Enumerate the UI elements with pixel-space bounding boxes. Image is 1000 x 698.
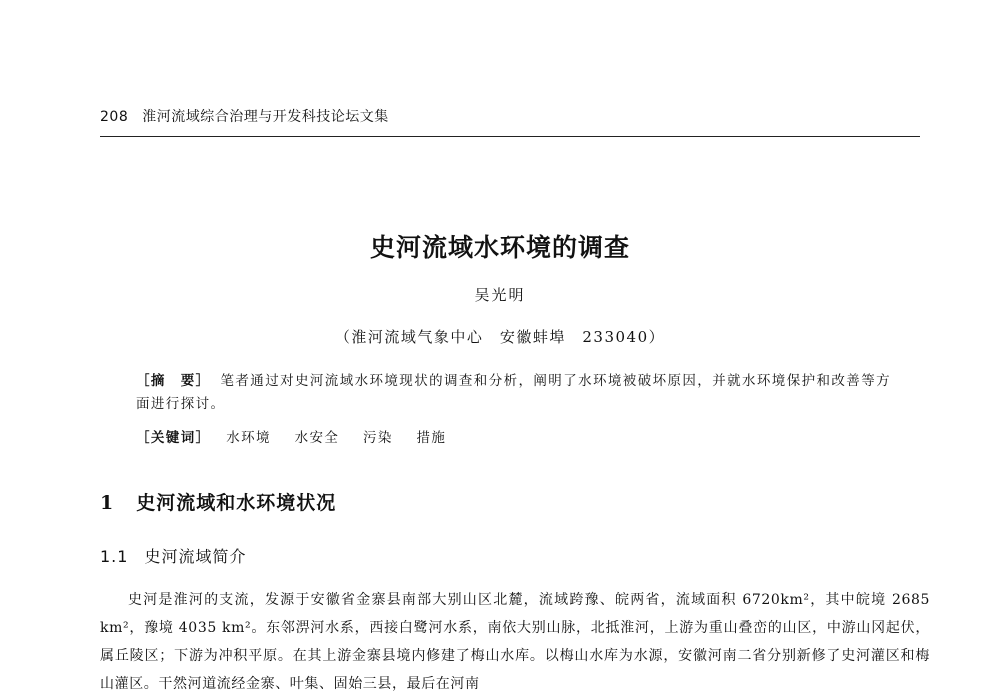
abstract bbox=[136, 370, 896, 416]
page-number: 208 bbox=[100, 109, 129, 125]
subsection-number: 1.1 bbox=[100, 547, 129, 566]
header-rule bbox=[100, 136, 920, 137]
body-text bbox=[100, 586, 930, 698]
keyword: 污染 bbox=[363, 430, 393, 446]
keywords bbox=[136, 426, 896, 446]
section-number: 1 bbox=[100, 492, 115, 514]
article-title: 史河流域水环境的调查 bbox=[369, 233, 630, 262]
book-title: 淮河流域综合治理与开发科技论坛文集 bbox=[142, 109, 389, 125]
keyword: 水环境 bbox=[226, 430, 271, 446]
running-head bbox=[100, 106, 920, 126]
paragraph: 史河是淮河的支流，发源于安徽省金寨县南部大别山区北麓，流域跨豫、皖两省，流域面积 6720km²，其中皖境 2685 km²，豫境 4035 km²。东邻淠河水系，西接白鹭河水系，南依大别山脉，北抵淮河，上游为重山叠峦的山区，中游山冈起伏，属丘陵区；下游为冲积平原。在其上游金寨县境内修建了梅山水库。以梅山水库为水源，安徽河南二省分别新修了史河灌区和梅山灌区。干然河道流经金寨、叶集、固始三县，最后在河南 bbox=[100, 592, 930, 692]
subsection-heading bbox=[100, 544, 246, 567]
author-affiliation: （淮河流域气象中心 安徽蚌埠 233040） bbox=[334, 328, 666, 346]
author-name: 吴光明 bbox=[474, 286, 526, 304]
abstract-label: ［摘 要］ bbox=[136, 373, 211, 389]
section-heading bbox=[100, 488, 336, 515]
keyword: 措施 bbox=[416, 430, 447, 446]
keyword: 水安全 bbox=[294, 430, 340, 446]
keywords-label: ［关键词］ bbox=[136, 430, 211, 446]
subsection-title: 史河流域简介 bbox=[144, 547, 247, 566]
section-title: 史河流域和水环境状况 bbox=[136, 492, 337, 514]
abstract-text: 笔者通过对史河流域水环境现状的调查和分析，阐明了水环境被破坏原因，并就水环境保护和改善等方面进行探讨。 bbox=[136, 373, 891, 412]
